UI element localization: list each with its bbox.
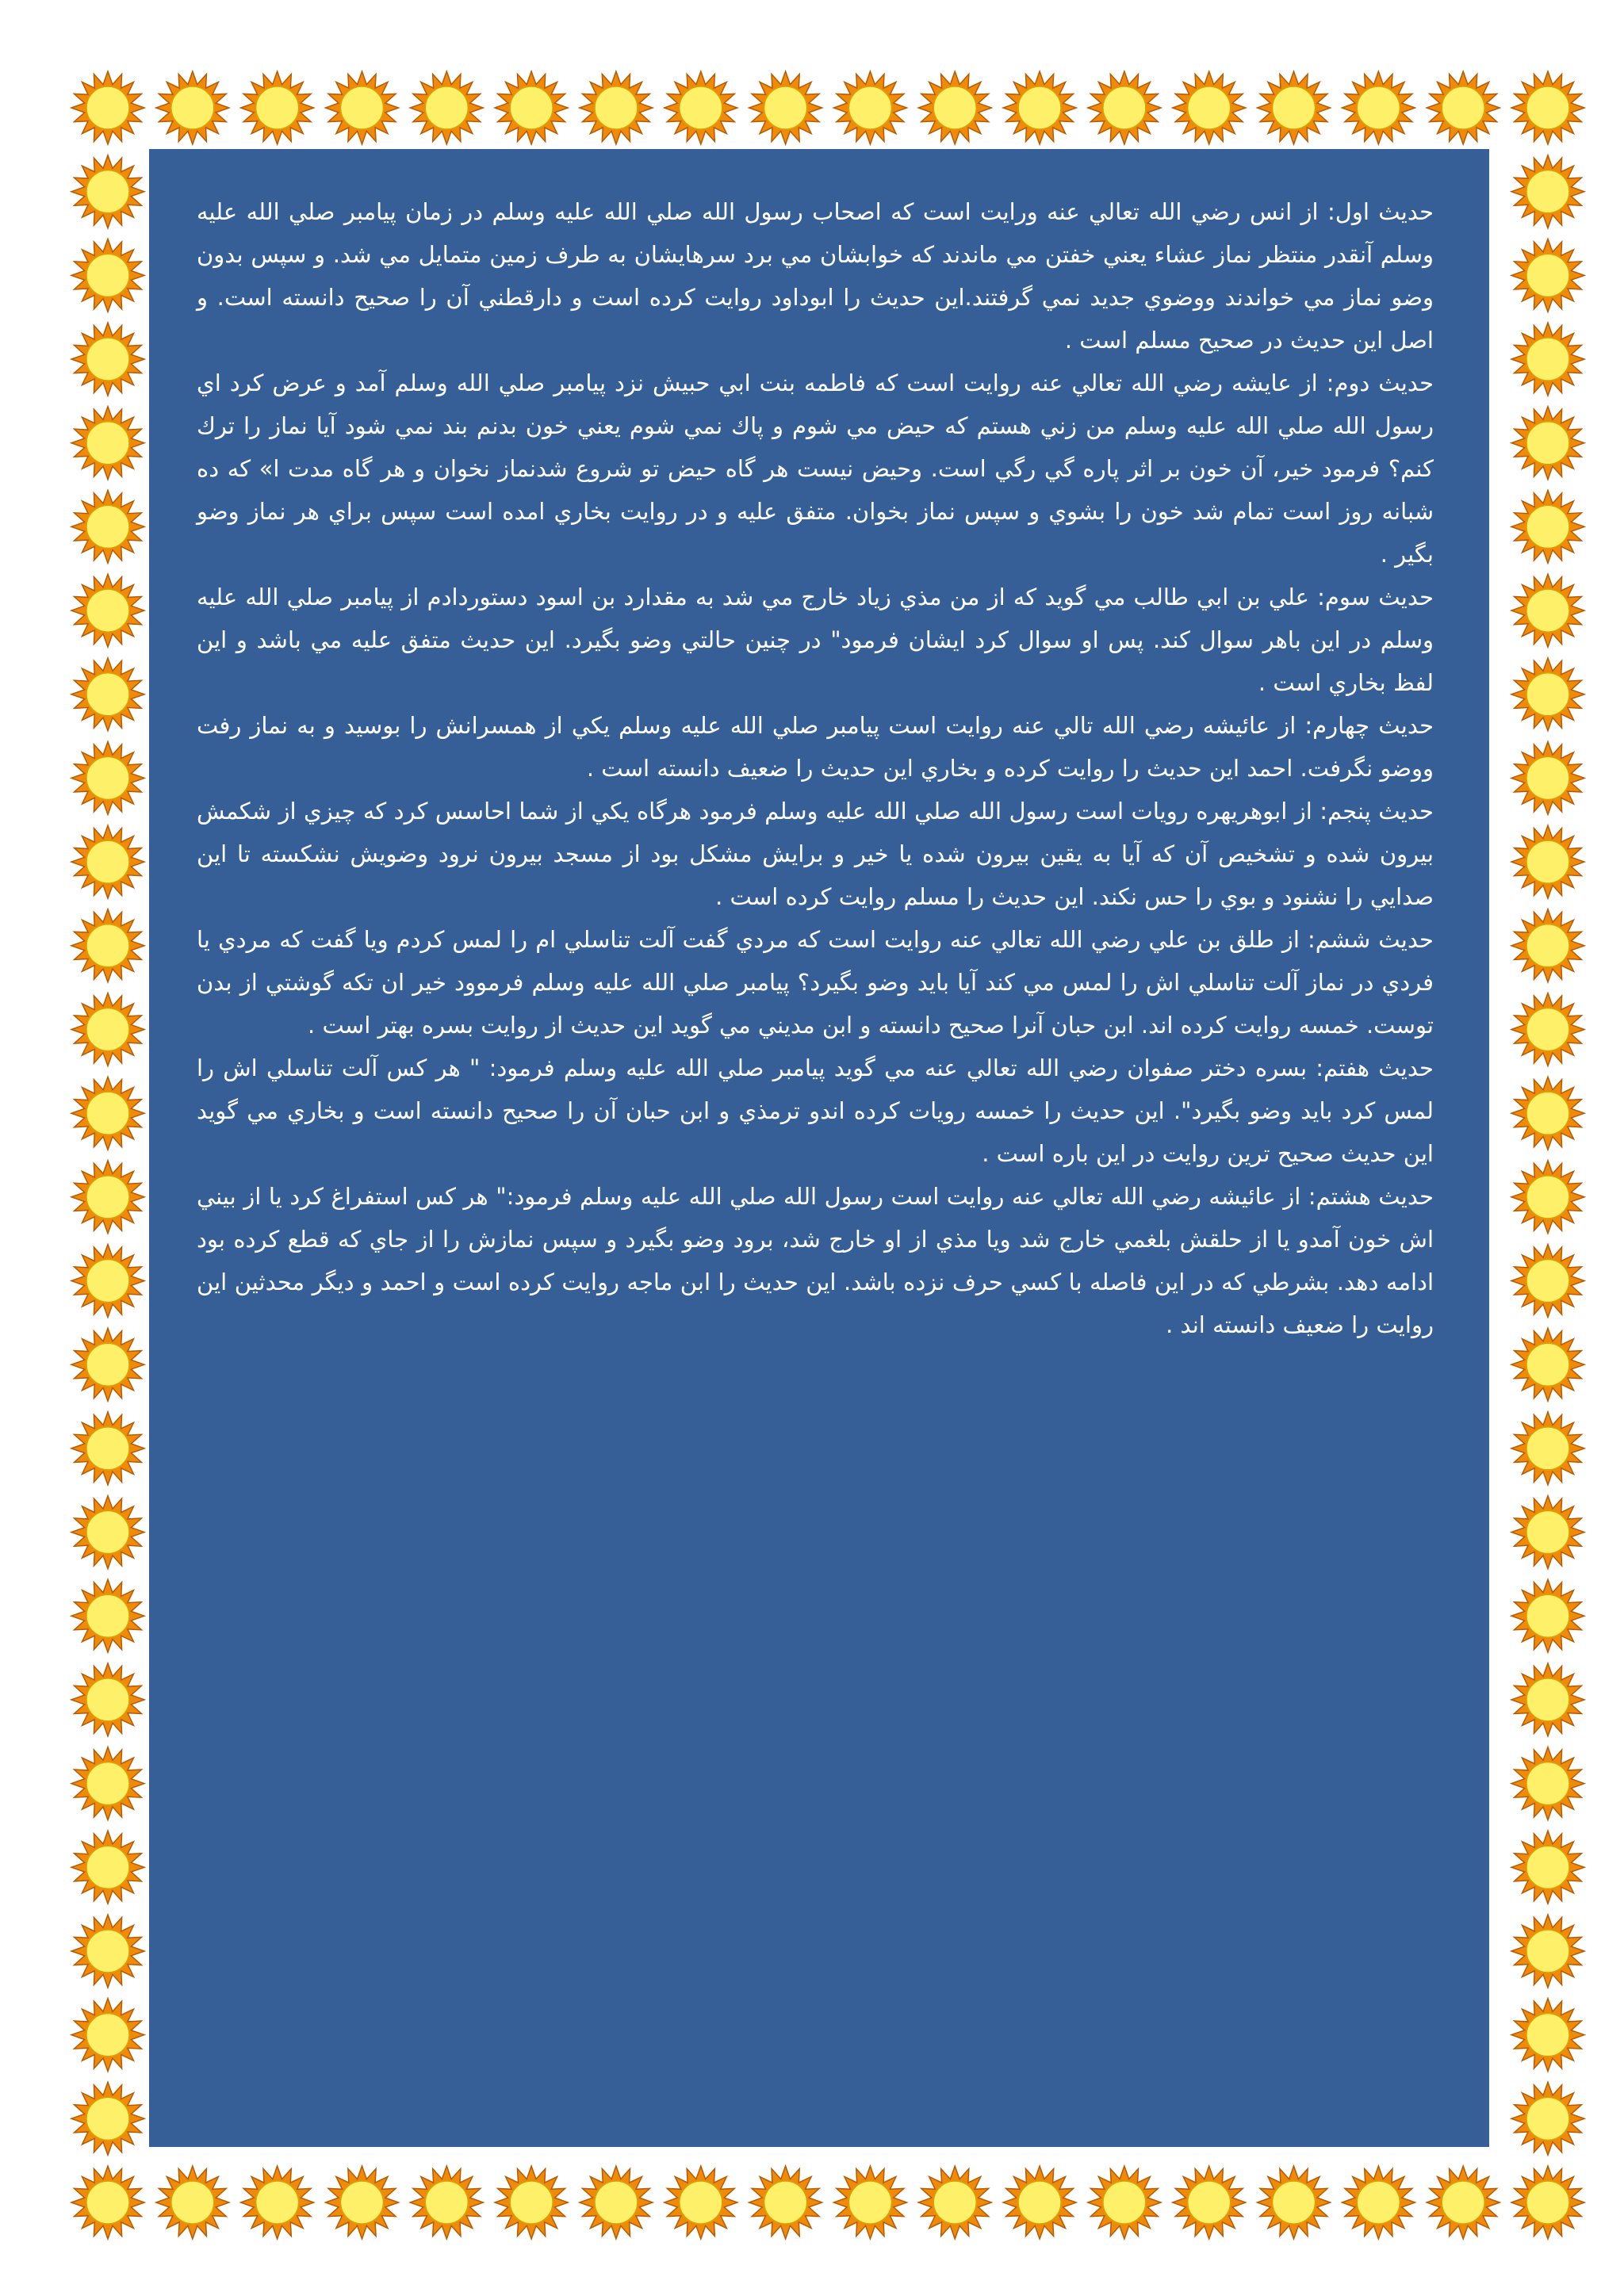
sun-icon: [241, 71, 314, 144]
sun-icon: [1258, 71, 1331, 144]
sun-icon: [71, 239, 144, 312]
sun-icon: [156, 2166, 229, 2239]
sun-icon: [1511, 155, 1584, 228]
sun-icon: [71, 71, 144, 144]
hadith-1: حديث اول: از انس رضي الله تعالي عنه ورايت است كه اصحاب رسول الله صلي الله عليه وسلم در زمان پيامبر صلي الله عليه وسلم آنقدر منتظر نماز عشاء يعني خفتن مي ماندند كه خوابشان مي برد سرهايشان به طرف زمين متمايل مي شد. و سپس بدون وضو نماز مي خواندند ووضوي جديد نمي گرفتند.اين حديث را ابوداود روايت كرده است و دارقطني آن را صحيح دانسته است. و اصل اين حديث در صحيح مسلم است .: [197, 198, 1434, 354]
sun-icon: [71, 1747, 144, 1820]
sun-icon: [71, 407, 144, 480]
hadith-8: حديث هشتم: از عائيشه رضي الله تعالي عنه روايت است رسول الله صلي الله عليه وسلم فرمود:" هر كس استفراغ كرد يا از بيني اش خون آمدو يا از حلقش بلغمي خارج شد ويا مذي از او خارج شد، برود وضو بگيرد و سپس نمازش را از جاي كه قطع كرده بود ادامه دهد. بشرطي كه در اين فاصله با كسي حرف نزده باشد. اين حديث را ابن ماجه روايت كرده است و احمد و ديگر محدثين اين روايت را ضعيف دانسته اند .: [197, 1183, 1434, 1338]
sun-icon: [495, 71, 568, 144]
sun-icon: [665, 2166, 737, 2239]
sun-icon: [1511, 1496, 1584, 1569]
sun-icon: [918, 71, 991, 144]
hadith-3: حديث سوم: علي بن ابي طالب مي گويد كه از من مذي زياد خارج مي شد به مقدارد بن اسود دستوردادم از پيامبر صلي الله عليه وسلم در اين باهر سوال كند. پس او سوال كرد ايشان فرمود" در چنين حالتي وضو بگيرد. اين حديث متفق عليه مي باشد و اين لفظ بخاري است .: [197, 584, 1434, 696]
sun-icon: [71, 1915, 144, 1988]
sun-icon: [71, 155, 144, 228]
sun-icon: [1342, 71, 1415, 144]
sun-icon: [71, 2166, 144, 2239]
sun-icon: [1511, 1412, 1584, 1485]
sun-icon: [71, 1412, 144, 1485]
sun-icon: [241, 2166, 314, 2239]
sun-icon: [1511, 1245, 1584, 1318]
sun-icon: [71, 1831, 144, 1904]
sun-icon: [1342, 2166, 1415, 2239]
sun-icon: [1511, 1999, 1584, 2072]
sun-icon: [156, 71, 229, 144]
sun-icon: [71, 741, 144, 814]
hadith-5: حديث پنجم: از ابوهريهره رويات است رسول الله صلي الله عليه وسلم فرمود هرگاه يكي از شما احاسس كرد كه چيزي از شكمش بيرون شده و تشخيص آن كه آيا به يقين بيرون شده يا خير و برايش مشكل بود از مسجد بيرون نرود وضويش نشكسته تا اين صدايي را نشنود و بوي را حس نكند. اين حديث را مسلم روايت كرده است .: [197, 798, 1434, 910]
sun-icon: [1088, 2166, 1161, 2239]
sun-icon: [71, 825, 144, 898]
sun-icon: [71, 574, 144, 647]
sun-icon: [1511, 407, 1584, 480]
sun-icon: [1511, 1579, 1584, 1652]
hadith-text-area: [197, 190, 1434, 1346]
sun-icon: [1088, 71, 1161, 144]
sun-icon: [833, 2166, 906, 2239]
sun-icon: [1511, 1747, 1584, 1820]
sun-icon: [1511, 993, 1584, 1066]
sun-icon: [749, 71, 822, 144]
sun-icon: [71, 2082, 144, 2155]
sun-icon: [71, 1579, 144, 1652]
sun-icon: [1511, 2166, 1584, 2239]
sun-icon: [71, 1077, 144, 1150]
hadith-4: حديث چهارم: از عائيشه رضي الله تالي عنه روايت است پيامبر صلي الله عليه وسلم يكي از همسرانش را بوسيد و به نماز رفت ووضو نگرفت. احمد اين حديث را روايت كرده و بخاري اين حديث را ضعيف دانسته است .: [197, 712, 1434, 782]
sun-icon: [1511, 1663, 1584, 1736]
sun-icon: [1511, 1831, 1584, 1904]
sun-icon: [410, 2166, 483, 2239]
sun-icon: [71, 658, 144, 731]
sun-icon: [1511, 741, 1584, 814]
text-panel: [149, 149, 1489, 2147]
sun-icon: [1511, 323, 1584, 396]
sun-icon: [1258, 2166, 1331, 2239]
sun-icon: [1003, 71, 1076, 144]
sun-icon: [71, 490, 144, 563]
sun-icon: [1173, 71, 1246, 144]
sun-icon: [1511, 574, 1584, 647]
sun-icon: [1511, 2082, 1584, 2155]
sun-icon: [1511, 239, 1584, 312]
sun-icon: [495, 2166, 568, 2239]
sun-icon: [71, 1496, 144, 1569]
sun-icon: [1427, 2166, 1500, 2239]
sun-icon: [71, 909, 144, 982]
sun-icon: [918, 2166, 991, 2239]
sun-icon: [833, 71, 906, 144]
sun-icon: [1173, 2166, 1246, 2239]
sun-icon: [1511, 1161, 1584, 1234]
sun-icon: [71, 1663, 144, 1736]
sun-icon: [1511, 1077, 1584, 1150]
sun-icon: [1511, 1328, 1584, 1401]
sun-icon: [665, 71, 737, 144]
sun-icon: [71, 1999, 144, 2072]
hadith-2: حديث دوم: از عايشه رضي الله تعالي عنه روايت است كه فاطمه بنت ابي حبيش نزد پيامبر صلي الله وسلم آمد و عرض كرد اي رسول الله صلي الله عليه وسلم من زني هستم كه حيض مي شوم و پاك نمي شوم يعني خون بدنم بند نمي شود آيا نماز را ترك كنم؟ فرمود خير، آن خون بر اثر پاره گي رگي است. وحيض نيست هر گاه حيض تو شروع شدنماز نخوان و هر گاه مدت ا» كه ده شبانه روز است تمام شد خون را بشوي و سپس نماز بخوان. متفق عليه و در روايت بخاري امده است سپس براي هر نماز وضو بگير .: [197, 369, 1434, 568]
sun-icon: [1511, 490, 1584, 563]
sun-icon: [1003, 2166, 1076, 2239]
sun-icon: [1511, 825, 1584, 898]
sun-icon: [1511, 658, 1584, 731]
sun-icon: [1427, 71, 1500, 144]
sun-icon: [580, 71, 653, 144]
sun-icon: [1511, 909, 1584, 982]
sun-icon: [410, 71, 483, 144]
sun-icon: [71, 1245, 144, 1318]
sun-icon: [71, 323, 144, 396]
sun-icon: [326, 71, 399, 144]
hadith-7: حديث هفتم: بسره دختر صفوان رضي الله تعالي عنه مي گويد پيامبر صلي الله عليه وسلم فرمود: " هر كس آلت تناسلي اش را لمس كرد بايد وضو بگيرد". اين حديث را خمسه رويات كرده اندو ترمذي و ابن حبان آن را صحيح دانسته است و بخاري مي گويد اين حديث صحيح ترين روايت در اين باره است .: [197, 1054, 1434, 1167]
sun-icon: [71, 1328, 144, 1401]
sun-icon: [1511, 71, 1584, 144]
sun-icon: [749, 2166, 822, 2239]
sun-icon: [1511, 1915, 1584, 1988]
sun-icon: [580, 2166, 653, 2239]
hadith-6: حديث ششم: از طلق بن علي رضي الله تعالي عنه روايت است كه مردي گفت آلت تناسلي ام را لمس كردم ويا گفت كه مردي يا فردي در نماز آلت تناسلي اش را لمس مي كند آيا بايد وضو بگيرد؟ پيامبر صلي الله عليه وسلم فرموود خير ان تكه گوشتي از بدن توست. خمسه روايت كرده اند. ابن حبان آنرا صحيح دانسته و ابن مديني مي گويد اين حديث از روايت بسره بهتر است .: [197, 926, 1434, 1039]
sun-icon: [326, 2166, 399, 2239]
sun-icon: [71, 993, 144, 1066]
sun-icon: [71, 1161, 144, 1234]
